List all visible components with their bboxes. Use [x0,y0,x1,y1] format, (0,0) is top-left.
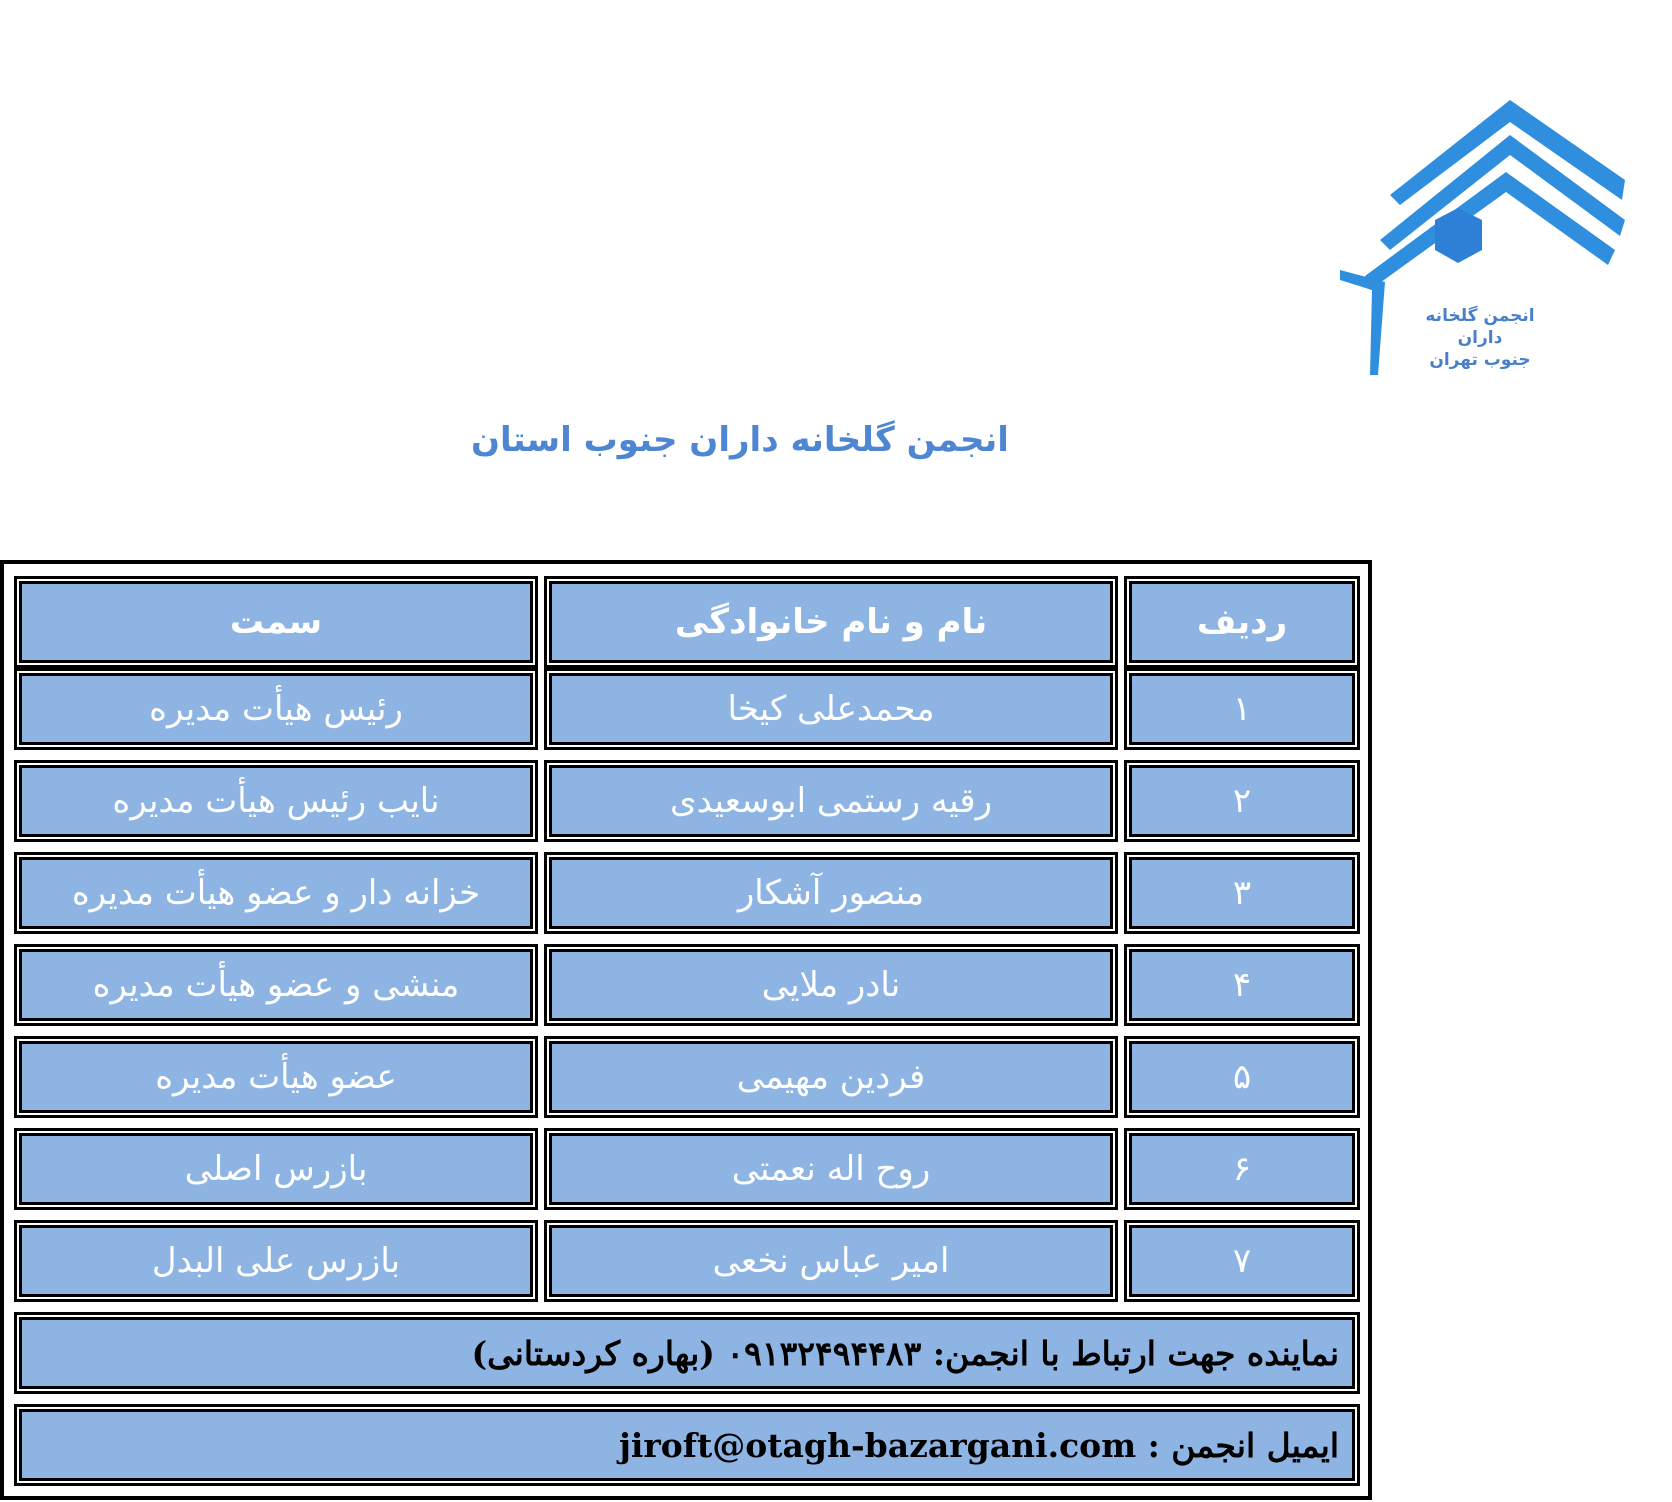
header-name: نام و نام خانوادگی [544,576,1118,668]
row-name: روح اله نعمتی [544,1128,1118,1210]
logo-text [1410,305,1550,371]
row-name: رقیه رستمی ابوسعیدی [544,760,1118,842]
logo-text-line2: جنوب تهران [1429,350,1531,370]
board-table [0,560,1372,1500]
row-number: ۴ [1124,944,1360,1026]
row-position: نایب رئیس هیأت مدیره [14,760,538,842]
row-position: بازرس اصلی [14,1128,538,1210]
row-name: منصور آشکار [544,852,1118,934]
row-number: ۶ [1124,1128,1360,1210]
row-position: منشی و عضو هیأت مدیره [14,944,538,1026]
row-number: ۳ [1124,852,1360,934]
row-position: بازرس علی البدل [14,1220,538,1302]
row-name: محمدعلی کیخا [544,668,1118,750]
contact-info: نماینده جهت ارتباط با انجمن: ۰۹۱۳۲۴۹۴۴۸۳ (بهاره کردستانی) [14,1312,1360,1394]
row-name: نادر ملایی [544,944,1118,1026]
row-number: ۷ [1124,1220,1360,1302]
logo [1340,100,1640,380]
row-position: خزانه دار و عضو هیأت مدیره [14,852,538,934]
row-name: فردین مهیمی [544,1036,1118,1118]
row-number: ۲ [1124,760,1360,842]
row-number: ۱ [1124,668,1360,750]
header-row-number: ردیف [1124,576,1360,668]
row-position: عضو هیأت مدیره [14,1036,538,1118]
row-position: رئیس هیأت مدیره [14,668,538,750]
page-title: انجمن گلخانه داران جنوب استان [471,420,1009,460]
logo-text-line1: انجمن گلخانه داران [1425,306,1535,348]
header-position: سمت [14,576,538,668]
row-number: ۵ [1124,1036,1360,1118]
row-name: امیر عباس نخعی [544,1220,1118,1302]
email-info: ایمیل انجمن : jiroft@otagh-bazargani.com [14,1404,1360,1486]
